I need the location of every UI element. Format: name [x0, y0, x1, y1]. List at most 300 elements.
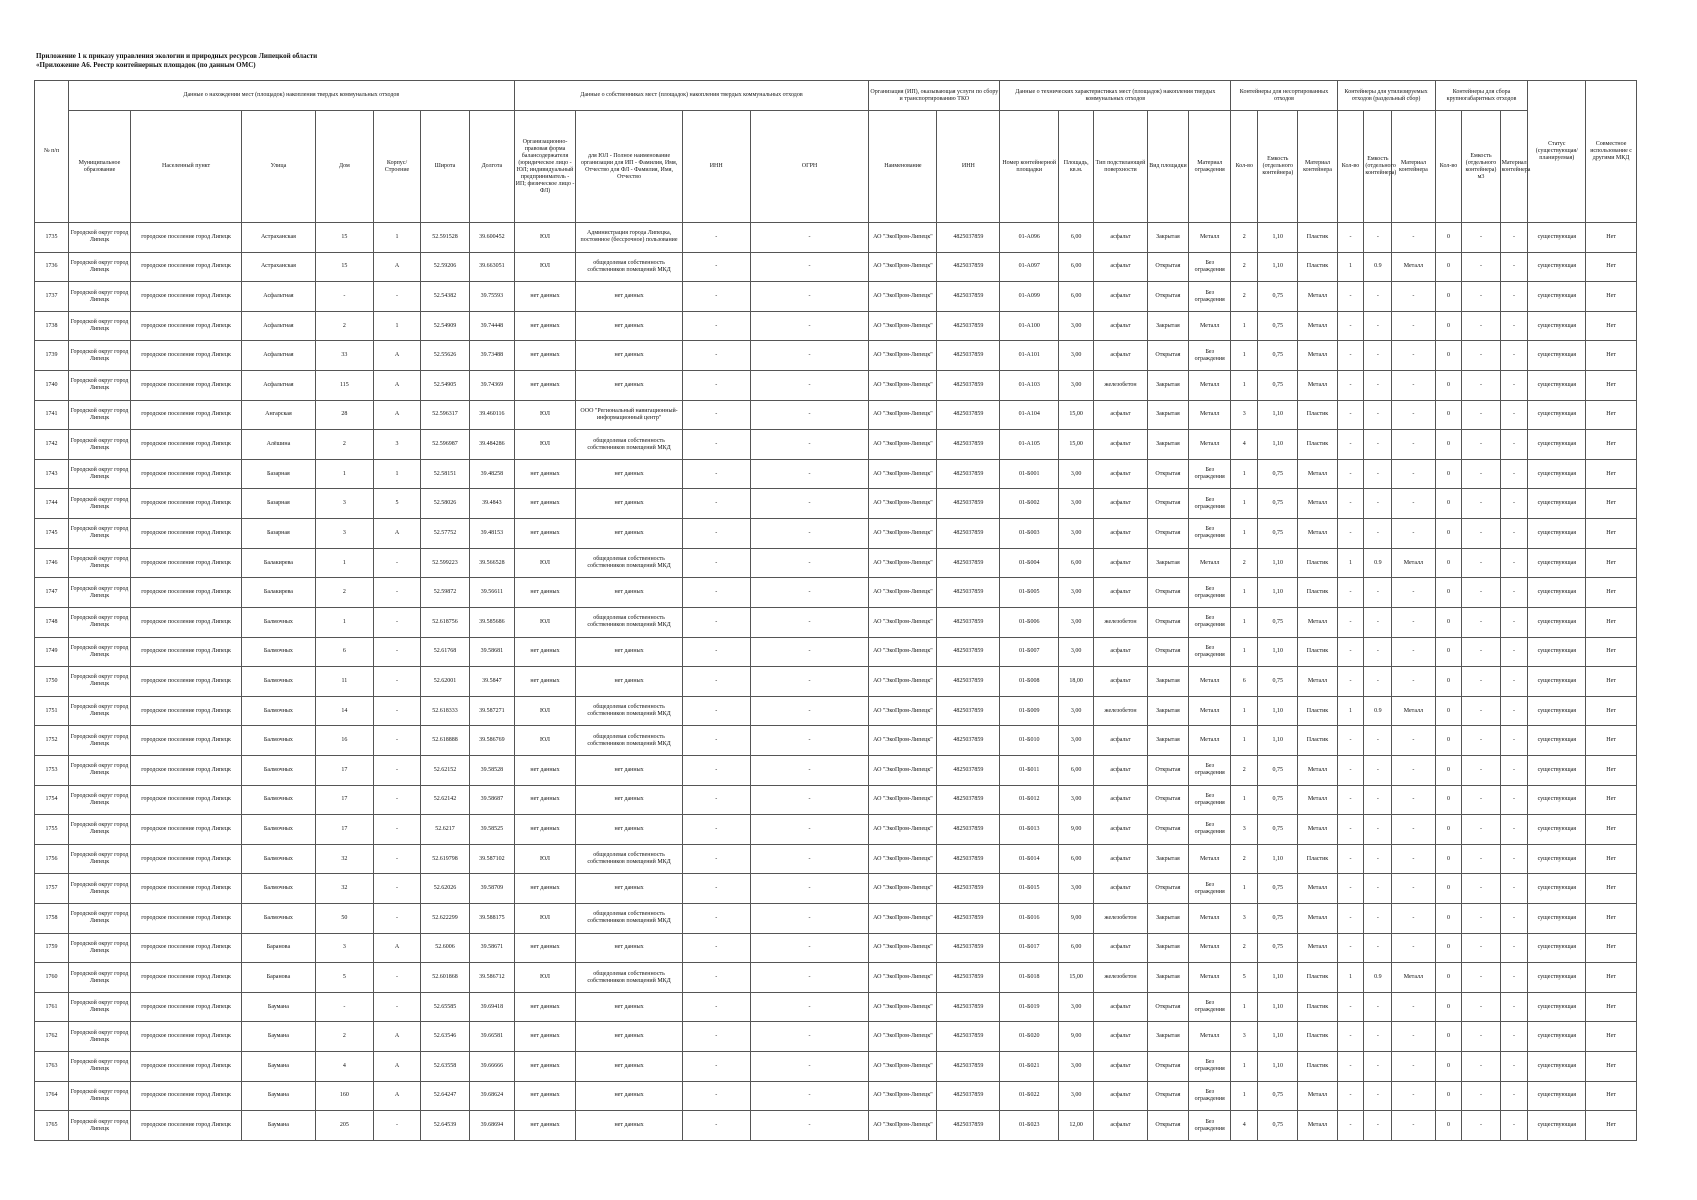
cell-building — [374, 696, 420, 726]
cell-text: - — [1376, 737, 1379, 744]
cell-text: Баумана — [267, 1033, 289, 1040]
cell-text: - — [396, 293, 399, 300]
cell-surface — [1094, 371, 1148, 401]
cell-sorted-material — [1298, 844, 1337, 874]
cell-owner-inn — [682, 1081, 750, 1111]
cell-text: городское поселение город Липецк — [141, 648, 231, 655]
cell-text: - — [1376, 1092, 1379, 1099]
cell-owner-inn — [682, 400, 750, 430]
cell-latitude — [420, 755, 470, 785]
cell-text: 39.66581 — [480, 1033, 504, 1040]
cell-text: городское поселение город Липецк — [141, 974, 231, 981]
cell-text: - — [1512, 1122, 1515, 1129]
cell-owner-ogrn — [750, 252, 869, 282]
cell-text: - — [396, 974, 399, 981]
cell-text: Закрытая — [1156, 677, 1180, 684]
cell-text: - — [1349, 322, 1352, 329]
cell-owner-inn — [682, 785, 750, 815]
col-status: Статус (существующая/ планируемая) — [1528, 81, 1586, 223]
cell-building — [374, 785, 420, 815]
cell-sorted-qty — [1231, 400, 1258, 430]
cell-recycled-volume — [1364, 430, 1392, 460]
cell-bulky-volume — [1462, 874, 1500, 904]
cell-text: 4825037859 — [953, 766, 984, 773]
cell-text: 01-Б012 — [1019, 796, 1040, 803]
cell-recycled-material — [1392, 667, 1435, 697]
cell-text: нет данных — [530, 381, 560, 388]
cell-text: 52.622299 — [432, 914, 458, 921]
cell-owner-name — [576, 578, 682, 608]
cell-text: 3 — [342, 529, 346, 536]
cell-text: 39.48258 — [480, 470, 504, 477]
cell-text: 0 — [1447, 352, 1450, 359]
cell-recycled-volume — [1364, 726, 1392, 756]
cell-text: Металл — [1200, 411, 1220, 418]
cell-text: Металл — [1307, 293, 1328, 300]
cell-text: Алёшина — [266, 441, 291, 448]
cell-text: 1,10 — [1272, 1062, 1284, 1069]
cell-text: 0 — [1447, 974, 1450, 981]
cell-text: 3,00 — [1070, 470, 1082, 477]
cell-owner-ogrn — [750, 785, 869, 815]
cell-latitude — [420, 282, 470, 312]
group-operator: Организация (ИП), оказывающая услуги по сбору и транспортированию ТКО — [869, 81, 1000, 111]
cell-text: 39.74369 — [480, 381, 504, 388]
cell-text: - — [1412, 293, 1415, 300]
cell-municipality — [69, 282, 131, 312]
cell-text: - — [715, 677, 718, 684]
cell-bulky-volume — [1462, 785, 1500, 815]
cell-fence — [1189, 1111, 1231, 1141]
cell-row-number — [35, 726, 69, 756]
cell-text: 0 — [1447, 885, 1450, 892]
cell-owner-ogrn — [750, 371, 869, 401]
cell-fence — [1189, 311, 1231, 341]
cell-text: А — [394, 944, 400, 951]
cell-text: Металл — [1307, 352, 1328, 359]
cell-longitude — [470, 252, 514, 282]
cell-text: - — [1479, 500, 1482, 507]
cell-site-type — [1147, 667, 1188, 697]
cell-text: 3 — [1242, 825, 1246, 832]
cell-text: - — [1512, 559, 1515, 566]
cell-recycled-qty — [1337, 844, 1364, 874]
cell-text: 39.586712 — [479, 974, 505, 981]
cell-text: 52.62001 — [433, 677, 457, 684]
cell-text: - — [808, 352, 811, 359]
cell-text: - — [1512, 352, 1515, 359]
cell-street — [242, 282, 315, 312]
cell-text: - — [1376, 441, 1379, 448]
cell-row-number — [35, 430, 69, 460]
cell-text: - — [1512, 796, 1515, 803]
cell-longitude — [470, 1022, 514, 1052]
cell-settlement — [130, 459, 241, 489]
cell-text: 52.59206 — [433, 263, 457, 270]
cell-text: - — [715, 352, 718, 359]
cell-text: Металл — [1307, 825, 1328, 832]
cell-text: - — [1412, 589, 1415, 596]
cell-text: Металл — [1200, 559, 1220, 566]
cell-text: Без ограждения — [1194, 792, 1225, 806]
cell-bulky-material — [1500, 519, 1528, 549]
cell-owner-inn — [682, 696, 750, 726]
cell-text: существующая — [1537, 233, 1577, 240]
cell-recycled-material — [1392, 1081, 1435, 1111]
cell-text: нет данных — [530, 1122, 560, 1129]
cell-text: 01-А104 — [1018, 411, 1040, 418]
cell-shared-use — [1586, 992, 1637, 1022]
cell-text: - — [808, 825, 811, 832]
cell-shared-use — [1586, 489, 1637, 519]
cell-latitude — [420, 667, 470, 697]
cell-bulky-material — [1500, 1081, 1528, 1111]
cell-recycled-material — [1392, 904, 1435, 934]
cell-recycled-qty — [1337, 1052, 1364, 1082]
cell-owner-inn — [682, 252, 750, 282]
cell-text: 33 — [341, 352, 348, 359]
cell-owner-inn — [682, 282, 750, 312]
cell-text: Без ограждения — [1194, 585, 1225, 599]
cell-text: асфальт — [1110, 885, 1131, 892]
cell-sorted-material — [1298, 637, 1337, 667]
cell-site-number — [1000, 252, 1059, 282]
cell-text: 4825037859 — [953, 1122, 984, 1129]
cell-text: - — [715, 855, 718, 862]
cell-text: 2 — [1242, 293, 1246, 300]
cell-text: 16 — [341, 737, 348, 744]
cell-text: 1748 — [45, 618, 58, 625]
cell-operator-inn — [937, 459, 1000, 489]
cell-text: - — [808, 677, 811, 684]
cell-owner-name — [576, 400, 682, 430]
cell-text: Металл — [1403, 707, 1424, 714]
cell-sorted-material — [1298, 815, 1337, 845]
cell-text: нет данных — [614, 1062, 644, 1069]
cell-text: АО "ЭкоПром-Липецк" — [873, 263, 933, 270]
cell-sorted-material — [1298, 933, 1337, 963]
cell-site-type — [1147, 341, 1188, 371]
cell-text: - — [808, 263, 811, 270]
cell-surface — [1094, 252, 1148, 282]
cell-text: Открытая — [1155, 1122, 1181, 1129]
cell-bulky-material — [1500, 252, 1528, 282]
cell-text: 39.58671 — [480, 944, 504, 951]
cell-text: - — [1512, 1003, 1515, 1010]
cell-operator-name — [869, 282, 937, 312]
cell-text: 52.54909 — [433, 322, 457, 329]
cell-text: 52.62152 — [433, 766, 457, 773]
cell-text: нет данных — [614, 648, 644, 655]
cell-text: существующая — [1537, 411, 1577, 418]
cell-text: - — [1479, 441, 1482, 448]
cell-surface — [1094, 904, 1148, 934]
cell-text: городское поселение город Липецк — [141, 322, 231, 329]
cell-text: 5 — [395, 500, 399, 507]
cell-row-number — [35, 992, 69, 1022]
cell-bulky-volume — [1462, 459, 1500, 489]
cell-text: Открытая — [1155, 263, 1181, 270]
cell-text: 1 — [1242, 500, 1246, 507]
cell-site-type — [1147, 904, 1188, 934]
cell-area — [1059, 1111, 1094, 1141]
cell-surface — [1094, 578, 1148, 608]
cell-latitude — [420, 1052, 470, 1082]
cell-owner-ogrn — [750, 519, 869, 549]
cell-shared-use — [1586, 548, 1637, 578]
cell-operator-name — [869, 223, 937, 253]
cell-text: 1 — [1242, 648, 1246, 655]
cell-text: Закрытая — [1156, 322, 1180, 329]
cell-owner-name — [576, 755, 682, 785]
cell-status — [1528, 874, 1586, 904]
cell-text: - — [715, 441, 718, 448]
cell-text: - — [396, 855, 399, 862]
cell-sorted-material — [1298, 726, 1337, 756]
cell-legal-form — [514, 311, 576, 341]
cell-text: - — [715, 1062, 718, 1069]
cell-text: Нет — [1606, 825, 1616, 832]
cell-sorted-qty — [1231, 459, 1258, 489]
cell-text: 1,10 — [1272, 974, 1284, 981]
cell-text: Городской округ город Липецк — [70, 881, 129, 895]
cell-row-number — [35, 489, 69, 519]
cell-text: - — [1349, 618, 1352, 625]
cell-municipality — [69, 311, 131, 341]
cell-operator-inn — [937, 489, 1000, 519]
cell-text: 1 — [1349, 559, 1352, 566]
cell-street — [242, 755, 315, 785]
cell-fence — [1189, 1052, 1231, 1082]
cell-text: - — [715, 381, 718, 388]
cell-recycled-qty — [1337, 400, 1364, 430]
cell-latitude — [420, 696, 470, 726]
cell-area — [1059, 311, 1094, 341]
cell-bulky-qty — [1435, 548, 1462, 578]
cell-surface — [1094, 726, 1148, 756]
cell-building — [374, 371, 420, 401]
cell-text: асфальт — [1110, 411, 1131, 418]
cell-legal-form — [514, 1111, 576, 1141]
cell-text: - — [1349, 381, 1352, 388]
cell-text: 52.58151 — [433, 470, 457, 477]
cell-sorted-volume — [1258, 755, 1298, 785]
cell-text: нет данных — [530, 500, 560, 507]
cell-sorted-material — [1298, 1111, 1337, 1141]
cell-text: Пластик — [1306, 559, 1329, 566]
cell-text: - — [1412, 500, 1415, 507]
cell-status — [1528, 489, 1586, 519]
cell-longitude — [470, 400, 514, 430]
cell-longitude — [470, 637, 514, 667]
cell-status — [1528, 430, 1586, 460]
cell-operator-inn — [937, 874, 1000, 904]
cell-sorted-volume — [1258, 963, 1298, 993]
cell-text: 0,75 — [1272, 293, 1284, 300]
cell-bulky-volume — [1462, 933, 1500, 963]
cell-text: 0 — [1447, 470, 1450, 477]
cell-text: 1,10 — [1272, 855, 1284, 862]
cell-text: городское поселение город Липецк — [141, 470, 231, 477]
cell-street — [242, 371, 315, 401]
cell-sorted-material — [1298, 311, 1337, 341]
cell-house — [315, 430, 374, 460]
cell-text: 1 — [395, 470, 399, 477]
cell-bulky-material — [1500, 963, 1528, 993]
cell-status — [1528, 844, 1586, 874]
cell-text: 5 — [342, 974, 346, 981]
cell-street — [242, 963, 315, 993]
cell-text: 1 — [1242, 796, 1246, 803]
cell-text: 39.600452 — [479, 233, 505, 240]
cell-bulky-qty — [1435, 815, 1462, 845]
cell-text: 52.618756 — [432, 618, 458, 625]
cell-text: 4825037859 — [953, 500, 984, 507]
cell-shared-use — [1586, 1052, 1637, 1082]
cell-text: - — [1349, 796, 1352, 803]
cell-text: 1 — [1242, 381, 1246, 388]
cell-text: АО "ЭкоПром-Липецк" — [873, 1003, 933, 1010]
cell-text: Открытая — [1155, 825, 1181, 832]
cell-text: Нет — [1606, 737, 1616, 744]
table-row — [35, 992, 1637, 1022]
cell-text: 4825037859 — [953, 293, 984, 300]
cell-building — [374, 637, 420, 667]
cell-text: - — [1412, 855, 1415, 862]
cell-text: Баумана — [267, 1122, 289, 1129]
cell-text: Нет — [1606, 1122, 1616, 1129]
group-bulky-containers: Контейнеры для сбора крупногабаритных отходов — [1435, 81, 1528, 111]
cell-text: - — [1376, 233, 1379, 240]
cell-text: нет данных — [614, 677, 644, 684]
cell-text: - — [1512, 470, 1515, 477]
document-header — [36, 52, 317, 70]
cell-text: Городской округ город Липецк — [70, 407, 129, 421]
cell-text: 4825037859 — [953, 677, 984, 684]
cell-text: - — [1512, 529, 1515, 536]
cell-house — [315, 252, 374, 282]
cell-owner-name — [576, 1111, 682, 1141]
cell-house — [315, 400, 374, 430]
cell-text: 1751 — [45, 707, 58, 714]
cell-owner-ogrn — [750, 844, 869, 874]
cell-text: Балмочных — [263, 618, 293, 625]
cell-latitude — [420, 371, 470, 401]
cell-sorted-volume — [1258, 696, 1298, 726]
cell-text: - — [1376, 500, 1379, 507]
cell-fence — [1189, 430, 1231, 460]
cell-text: городское поселение город Липецк — [141, 796, 231, 803]
cell-owner-ogrn — [750, 578, 869, 608]
cell-bulky-qty — [1435, 904, 1462, 934]
cell-text: Нет — [1606, 648, 1616, 655]
cell-text: 1 — [1242, 1062, 1246, 1069]
cell-operator-inn — [937, 815, 1000, 845]
cell-text: 1,10 — [1272, 707, 1284, 714]
cell-text: АО "ЭкоПром-Липецк" — [873, 1033, 933, 1040]
cell-owner-inn — [682, 755, 750, 785]
cell-text: железобетон — [1104, 974, 1137, 981]
cell-text: 3,00 — [1070, 1003, 1082, 1010]
cell-text: А — [394, 1033, 400, 1040]
cell-text: городское поселение город Липецк — [141, 825, 231, 832]
cell-text: 4825037859 — [953, 618, 984, 625]
cell-operator-name — [869, 371, 937, 401]
cell-text: - — [1512, 766, 1515, 773]
cell-recycled-material — [1392, 815, 1435, 845]
cell-text: 0,75 — [1272, 944, 1284, 951]
cell-text: 6,00 — [1070, 263, 1082, 270]
cell-sorted-qty — [1231, 874, 1258, 904]
cell-site-type — [1147, 696, 1188, 726]
cell-legal-form — [514, 548, 576, 578]
cell-latitude — [420, 844, 470, 874]
cell-text: - — [1376, 293, 1379, 300]
cell-text: АО "ЭкоПром-Липецк" — [873, 677, 933, 684]
cell-text: 0,75 — [1272, 796, 1284, 803]
cell-bulky-volume — [1462, 1052, 1500, 1082]
cell-text: 39.566528 — [479, 559, 505, 566]
cell-text: Открытая — [1155, 618, 1181, 625]
cell-bulky-volume — [1462, 430, 1500, 460]
cell-owner-inn — [682, 578, 750, 608]
cell-text: Асфальтная — [263, 293, 294, 300]
cell-text: ЮЛ — [540, 914, 550, 921]
cell-recycled-material — [1392, 1111, 1435, 1141]
cell-text: 4825037859 — [953, 1062, 984, 1069]
cell-text: 4825037859 — [953, 974, 984, 981]
cell-text: 0,75 — [1272, 677, 1284, 684]
table-row — [35, 578, 1637, 608]
cell-owner-name — [576, 963, 682, 993]
cell-text: АО "ЭкоПром-Липецк" — [873, 470, 933, 477]
cell-recycled-qty — [1337, 548, 1364, 578]
cell-text: Нет — [1606, 1003, 1616, 1010]
cell-text: - — [1376, 618, 1379, 625]
cell-text: - — [1412, 1062, 1415, 1069]
cell-bulky-material — [1500, 607, 1528, 637]
cell-building — [374, 489, 420, 519]
cell-text: Нет — [1606, 263, 1616, 270]
cell-area — [1059, 223, 1094, 253]
cell-operator-inn — [937, 519, 1000, 549]
cell-latitude — [420, 252, 470, 282]
cell-owner-name — [576, 371, 682, 401]
cell-area — [1059, 844, 1094, 874]
cell-latitude — [420, 459, 470, 489]
cell-recycled-material — [1392, 933, 1435, 963]
cell-latitude — [420, 578, 470, 608]
cell-operator-inn — [937, 933, 1000, 963]
cell-fence — [1189, 223, 1231, 253]
cell-text: - — [1376, 796, 1379, 803]
cell-area — [1059, 430, 1094, 460]
cell-operator-name — [869, 785, 937, 815]
cell-text: 4825037859 — [953, 529, 984, 536]
cell-text: - — [1412, 677, 1415, 684]
cell-row-number — [35, 1081, 69, 1111]
cell-fence — [1189, 963, 1231, 993]
cell-text: Закрытая — [1156, 411, 1180, 418]
cell-text: Балакирева — [263, 589, 293, 596]
table-row — [35, 1022, 1637, 1052]
cell-text: 52.618333 — [432, 707, 458, 714]
cell-text: 1 — [1349, 263, 1352, 270]
cell-text: 52.58026 — [433, 500, 457, 507]
cell-text: - — [715, 1033, 718, 1040]
cell-owner-ogrn — [750, 815, 869, 845]
cell-text: 1,10 — [1272, 411, 1284, 418]
